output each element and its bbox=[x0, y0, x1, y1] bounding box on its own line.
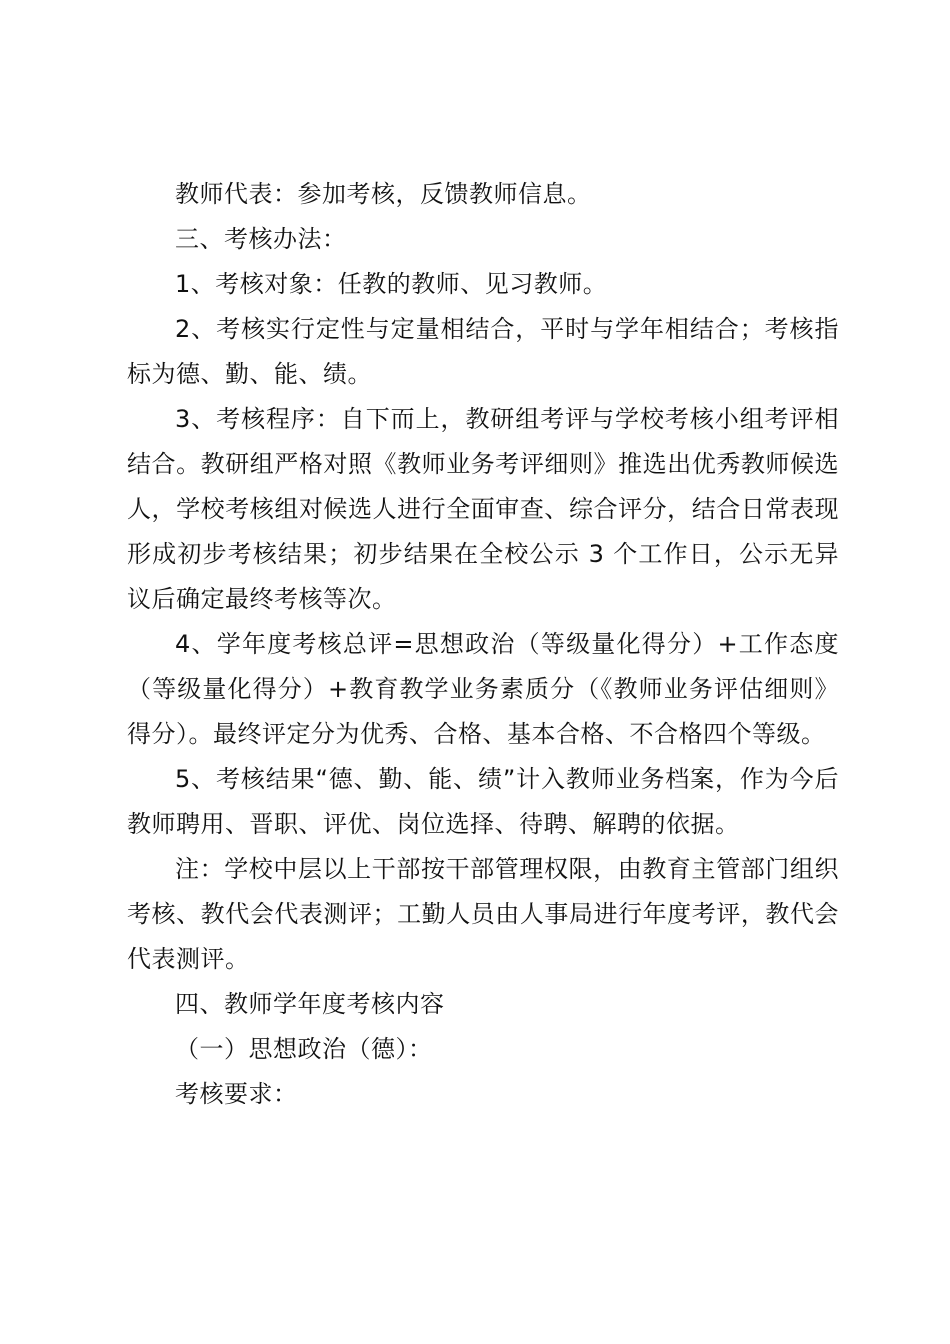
paragraph-assessment-target: 1、考核对象：任教的教师、见习教师。 bbox=[175, 270, 608, 298]
paragraph-assessment-results: 5、考核结果“德、勤、能、绩”计入教师业务档案，作为今后教师聘用、晋职、评优、岗位选择、待聘、解聘的依据。 bbox=[127, 765, 839, 838]
paragraph-assessment-combination: 2、考核实行定性与定量相结合，平时与学年相结合；考核指标为德、勤、能、绩。 bbox=[127, 315, 839, 388]
paragraph-teacher-representative: 教师代表：参加考核，反馈教师信息。 bbox=[175, 180, 592, 208]
paragraph-note: 注：学校中层以上干部按干部管理权限，由教育主管部门组织考核、教代会代表测评；工勤人员由人事局进行年度考评，教代会代表测评。 bbox=[127, 855, 839, 973]
paragraph-overall-evaluation: 4、学年度考核总评=思想政治（等级量化得分）+工作态度（等级量化得分）+教育教学业务素质分（《教师业务评估细则》得分）。最终评定分为优秀、合格、基本合格、不合格四个等级。 bbox=[127, 630, 839, 748]
subheading-assessment-requirements: 考核要求： bbox=[175, 1080, 298, 1108]
heading-assessment-content: 四、教师学年度考核内容 bbox=[175, 990, 445, 1018]
paragraph-assessment-procedure: 3、考核程序：自下而上，教研组考评与学校考核小组考评相结合。教研组严格对照《教师业务考评细则》推选出优秀教师候选人，学校考核组对候选人进行全面审查、综合评分，结合日常表现形成初步考核结果；初步结果在全校公示 3 个工作日，公示无异议后确定最终考核等次。 bbox=[127, 405, 839, 613]
subheading-ideology-politics: （一）思想政治（德）： bbox=[175, 1035, 433, 1063]
heading-assessment-methods: 三、考核办法： bbox=[175, 225, 347, 253]
document-body bbox=[127, 172, 839, 1117]
